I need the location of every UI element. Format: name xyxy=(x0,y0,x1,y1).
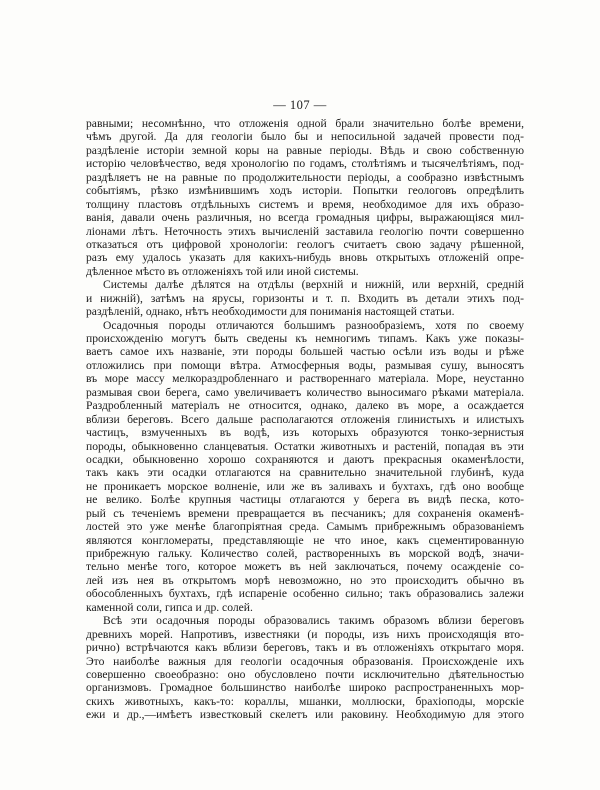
text-line: совершенно своеобразно: оно обусловлено почти исключительно дѣятельностью xyxy=(86,667,524,681)
text-line: Это наиболѣе важныя для геологіи осадочныя образованія. Происхожденіе ихъ xyxy=(86,654,524,668)
text-line: породы, обыкновенно сланцеватыя. Остатки животныхъ и растеній, попадая въ эти xyxy=(86,439,524,453)
paragraph xyxy=(86,319,524,615)
text-line: каменной соли, гипса и др. солей. xyxy=(86,600,253,614)
text-line: чѣмъ другой. Да для геологіи было бы и непосильной задачей провести под- xyxy=(86,130,524,144)
text-line: прибрежную гальку. Количество солей, растворенныхъ въ морской водѣ, значи- xyxy=(86,547,524,560)
text-line: Раздробленный матеріалъ не относится, однако, далеко въ море, а осаждается xyxy=(86,399,524,413)
text-line: отложились при помощи вѣтра. Атмосферныя воды, размывая сушу, выносятъ xyxy=(86,358,524,372)
text-line: происхожденію могутъ быть сведены къ немногимъ типамъ. Какъ уже показы- xyxy=(86,332,524,345)
text-line: рично) встрѣчаются какъ вблизи береговъ, такъ и въ отложеніяхъ открытаго моря. xyxy=(86,641,524,655)
text-line: лей изъ нея въ открытомъ морѣ невозможно, но это происходитъ обычно въ xyxy=(86,573,524,587)
paragraph xyxy=(86,278,524,318)
text-line: не велико. Болѣе крупныя частицы отлагаются у берега въ видѣ песка, кото- xyxy=(86,493,524,507)
text-line: размывая свои берега, само увеличиваетъ количество выносимаго рѣками матеріала. xyxy=(86,385,524,399)
text-line: толщину пластовъ отдѣльныхъ системъ и время, необходимое для ихъ образо- xyxy=(86,197,524,211)
text-line: организмовъ. Громадное большинство наиболѣе широко распространенныхъ мор- xyxy=(86,681,524,695)
text-line: равными; несомнѣнно, что отложенія одной брали значительно болѣе времени, xyxy=(86,117,524,130)
paragraph xyxy=(86,614,524,722)
text-line: раздѣленій, однако, нѣтъ необходимости для пониманія настоящей статьи. xyxy=(86,305,455,319)
page-number: — 107 — xyxy=(273,98,327,112)
text-line: не проникаетъ морское волненіе, или же въ заливахъ и бухтахъ, гдѣ оно вообще xyxy=(86,479,524,493)
text-line: частицъ, взмученныхъ въ водѣ, изъ которыхъ образуются тонко-зернистыя xyxy=(86,426,524,440)
text-line: ваетъ самое ихъ названіе, эти породы большей частью осѣли изъ воды и рѣже xyxy=(86,345,524,359)
text-line: ліонами лѣтъ. Неточность этихъ вычисленій заставила геологію почти совершенно xyxy=(86,224,524,238)
body-text xyxy=(86,117,524,722)
text-line: Системы далѣе дѣлятся на отдѣлы (верхній и нижній, или верхній, средній xyxy=(103,278,524,292)
text-line: и нижній), затѣмъ на ярусы, горизонты и т. п. Входить въ детали этихъ под- xyxy=(86,291,524,305)
text-line: раздѣленіе исторіи земной коры на равные періоды. Вѣдь и свою собственную xyxy=(86,143,524,157)
text-line: раздѣляетъ не на равные по продолжительности періоды, а сообразно извѣстнымъ xyxy=(86,170,524,184)
text-line: исторію человѣчество, ведя хронологію по годамъ, столѣтіямъ и тысячелѣтіямъ, под- xyxy=(86,157,524,171)
text-line: разъ ему удалось указать для какихъ-нибудь вновь открытыхъ отложеній опре- xyxy=(86,251,524,265)
text-line: ванія, давали очень различныя, но всегда громадныя цифры, выражающіяся мил- xyxy=(86,211,524,225)
text-line: отказаться отъ цифровой хронологіи: геологъ считаетъ свою задачу рѣшенной, xyxy=(86,237,524,251)
text-line: обособленныхъ бухтахъ, гдѣ испареніе особенно сильно; такъ образовались залежи xyxy=(86,587,524,601)
text-line: лостей это уже менѣе благопріятная среда. Самымъ прибрежнымъ образованіемъ xyxy=(86,520,524,534)
text-line: дѣленное мѣсто въ отложеніяхъ той или иной системы. xyxy=(86,264,359,278)
text-line: такъ какъ эти осадки отлагаются на сравнительно значительной глубинѣ, куда xyxy=(86,466,524,480)
text-line: ежи и др.,—имѣетъ известковый скелетъ или раковину. Необходимую для этого xyxy=(86,708,524,722)
text-line: вблизи береговъ. Всего дальше располагаются отложенія глинистыхъ и илистыхъ xyxy=(86,412,524,426)
text-line: осадки, обыкновенно хорошо сохраняются и даютъ прекрасныя окаменѣлости, xyxy=(86,452,524,466)
text-line: тельно менѣе того, которое можетъ въ ней заключаться, почему осажденіе со- xyxy=(86,560,524,574)
text-line: рый съ теченіемъ времени превращается въ песчаникъ; для сохраненія окаменѣ- xyxy=(86,506,524,520)
text-line: событіямъ, рѣзко измѣнившимъ ходъ исторіи. Попытки геологовъ опредѣлить xyxy=(86,184,524,198)
text-line: Всѣ эти осадочныя породы образовались такимъ образомъ вблизи береговъ xyxy=(103,614,524,628)
text-line: скихъ животныхъ, какъ-то: кораллы, мшанки, моллюски, брахіоподы, морскіе xyxy=(86,694,524,708)
text-line: являются конгломераты, представляющіе не что иное, какъ сцементированную xyxy=(86,533,524,547)
text-line: Осадочныя породы отличаются большимъ разнообразіемъ, хотя по своему xyxy=(103,318,524,332)
text-line: древнихъ морей. Напротивъ, известняки (и породы, изъ нихъ происходящія вто- xyxy=(86,627,524,641)
paragraph xyxy=(86,117,524,278)
text-line: въ море массу мелкораздробленнаго и раствореннаго матеріала. Море, неустанно xyxy=(86,372,524,386)
